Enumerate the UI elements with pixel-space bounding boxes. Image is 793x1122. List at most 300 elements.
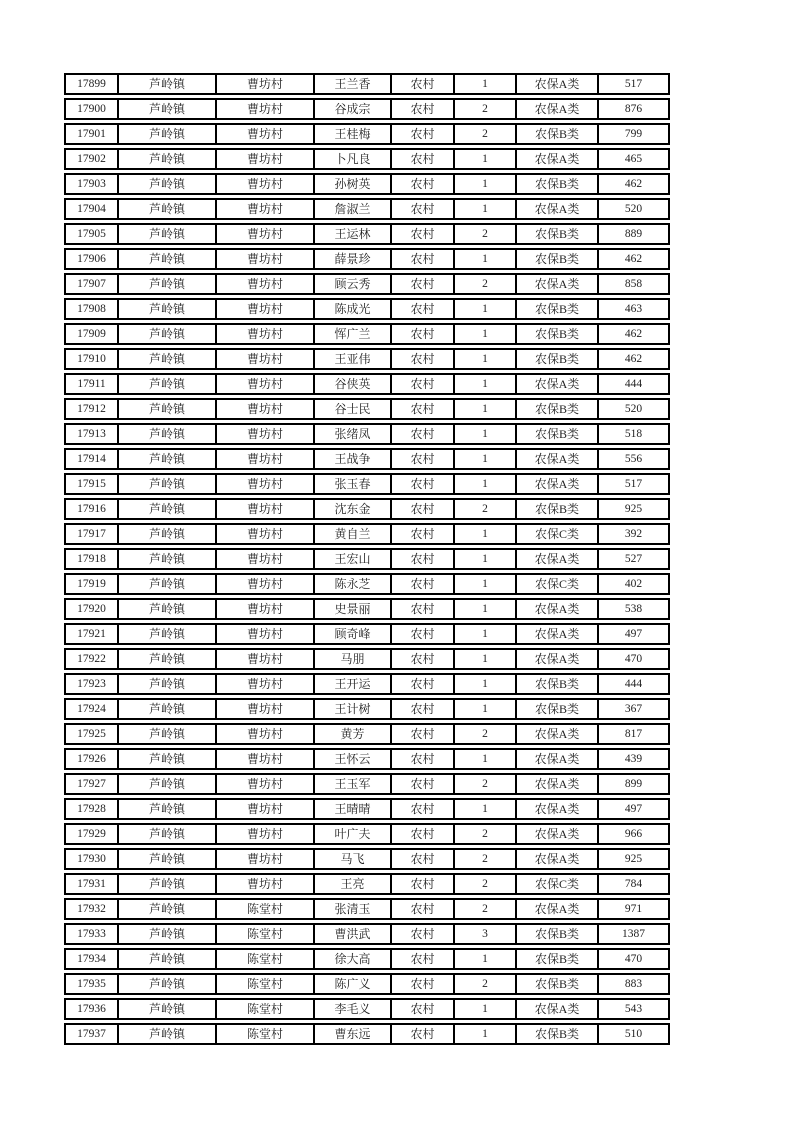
cell-residence-type: 农村 xyxy=(390,625,453,643)
table-row xyxy=(64,998,670,1020)
cell-record-id: 17930 xyxy=(77,853,106,865)
cell-person-name: 谷侠英 xyxy=(313,375,390,393)
cell-amount: 462 xyxy=(597,350,668,368)
cell-record-id: 17937 xyxy=(77,1028,106,1040)
cell-residence-type: 农村 xyxy=(390,900,453,918)
cell-person-count: 1 xyxy=(453,450,515,468)
cell-amount: 556 xyxy=(597,450,668,468)
cell-person-count: 1 xyxy=(453,150,515,168)
cell-record-id: 17914 xyxy=(77,453,106,465)
cell-person-count: 1 xyxy=(453,525,515,543)
cell-village: 曹坊村 xyxy=(215,500,313,518)
cell-village: 曹坊村 xyxy=(215,250,313,268)
cell-residence-type: 农村 xyxy=(390,525,453,543)
cell-village: 曹坊村 xyxy=(215,275,313,293)
cell-person-count: 2 xyxy=(453,500,515,518)
cell-record-id: 17927 xyxy=(77,778,106,790)
cell-village: 陈堂村 xyxy=(215,975,313,993)
table-row xyxy=(64,98,670,120)
cell-person-count: 2 xyxy=(453,875,515,893)
cell-insurance-category: 农保A类 xyxy=(515,450,597,468)
cell-town: 芦岭镇 xyxy=(117,250,215,268)
cell-amount: 858 xyxy=(597,275,668,293)
cell-residence-type: 农村 xyxy=(390,950,453,968)
cell-village: 曹坊村 xyxy=(215,825,313,843)
cell-residence-type: 农村 xyxy=(390,325,453,343)
cell-residence-type: 农村 xyxy=(390,700,453,718)
table-row xyxy=(64,673,670,695)
cell-person-name: 王怀云 xyxy=(313,750,390,768)
cell-residence-type: 农村 xyxy=(390,275,453,293)
cell-record-id: 17909 xyxy=(77,328,106,340)
cell-insurance-category: 农保B类 xyxy=(515,500,597,518)
cell-person-name: 马朋 xyxy=(313,650,390,668)
table-row xyxy=(64,973,670,995)
cell-village: 曹坊村 xyxy=(215,775,313,793)
table-row xyxy=(64,748,670,770)
cell-insurance-category: 农保A类 xyxy=(515,475,597,493)
cell-town: 芦岭镇 xyxy=(117,150,215,168)
cell-insurance-category: 农保C类 xyxy=(515,525,597,543)
cell-person-count: 1 xyxy=(453,700,515,718)
cell-residence-type: 农村 xyxy=(390,125,453,143)
cell-residence-type: 农村 xyxy=(390,200,453,218)
table-row xyxy=(64,798,670,820)
table-row xyxy=(64,598,670,620)
cell-amount: 883 xyxy=(597,975,668,993)
cell-person-count: 1 xyxy=(453,475,515,493)
cell-record-id: 17928 xyxy=(77,803,106,815)
table-row xyxy=(64,948,670,970)
cell-amount: 876 xyxy=(597,100,668,118)
cell-village: 陈堂村 xyxy=(215,1025,313,1043)
cell-person-count: 1 xyxy=(453,425,515,443)
cell-person-count: 2 xyxy=(453,775,515,793)
table-row xyxy=(64,298,670,320)
cell-record-id: 17931 xyxy=(77,878,106,890)
cell-amount: 784 xyxy=(597,875,668,893)
cell-record-id: 17902 xyxy=(77,153,106,165)
table-row xyxy=(64,773,670,795)
cell-insurance-category: 农保C类 xyxy=(515,875,597,893)
cell-town: 芦岭镇 xyxy=(117,750,215,768)
cell-person-name: 王亮 xyxy=(313,875,390,893)
cell-record-id: 17926 xyxy=(77,753,106,765)
cell-record-id: 17910 xyxy=(77,353,106,365)
cell-insurance-category: 农保A类 xyxy=(515,825,597,843)
cell-town: 芦岭镇 xyxy=(117,225,215,243)
cell-person-name: 史景丽 xyxy=(313,600,390,618)
cell-residence-type: 农村 xyxy=(390,725,453,743)
cell-record-id: 17918 xyxy=(77,553,106,565)
cell-residence-type: 农村 xyxy=(390,575,453,593)
cell-residence-type: 农村 xyxy=(390,550,453,568)
cell-insurance-category: 农保A类 xyxy=(515,275,597,293)
cell-record-id: 17916 xyxy=(77,503,106,515)
cell-person-count: 1 xyxy=(453,375,515,393)
cell-amount: 497 xyxy=(597,625,668,643)
cell-person-count: 2 xyxy=(453,975,515,993)
cell-residence-type: 农村 xyxy=(390,825,453,843)
cell-town: 芦岭镇 xyxy=(117,275,215,293)
cell-amount: 520 xyxy=(597,200,668,218)
cell-amount: 538 xyxy=(597,600,668,618)
cell-town: 芦岭镇 xyxy=(117,625,215,643)
cell-village: 曹坊村 xyxy=(215,400,313,418)
cell-village: 陈堂村 xyxy=(215,925,313,943)
cell-person-count: 2 xyxy=(453,125,515,143)
cell-record-id: 17932 xyxy=(77,903,106,915)
cell-person-name: 徐大高 xyxy=(313,950,390,968)
cell-person-name: 沈东金 xyxy=(313,500,390,518)
cell-town: 芦岭镇 xyxy=(117,700,215,718)
cell-record-id: 17936 xyxy=(77,1003,106,1015)
cell-person-count: 1 xyxy=(453,1000,515,1018)
table-row xyxy=(64,498,670,520)
cell-residence-type: 农村 xyxy=(390,850,453,868)
cell-village: 曹坊村 xyxy=(215,150,313,168)
cell-town: 芦岭镇 xyxy=(117,1025,215,1043)
cell-insurance-category: 农保B类 xyxy=(515,400,597,418)
cell-person-name: 曹东远 xyxy=(313,1025,390,1043)
cell-residence-type: 农村 xyxy=(390,1025,453,1043)
cell-town: 芦岭镇 xyxy=(117,75,215,93)
cell-town: 芦岭镇 xyxy=(117,125,215,143)
cell-town: 芦岭镇 xyxy=(117,825,215,843)
cell-person-count: 2 xyxy=(453,225,515,243)
cell-amount: 392 xyxy=(597,525,668,543)
cell-record-id: 17908 xyxy=(77,303,106,315)
cell-insurance-category: 农保B类 xyxy=(515,675,597,693)
table-row xyxy=(64,523,670,545)
cell-insurance-category: 农保B类 xyxy=(515,250,597,268)
cell-person-name: 谷士民 xyxy=(313,400,390,418)
cell-amount: 462 xyxy=(597,250,668,268)
cell-village: 曹坊村 xyxy=(215,375,313,393)
table-row xyxy=(64,648,670,670)
table-row xyxy=(64,423,670,445)
cell-record-id: 17913 xyxy=(77,428,106,440)
cell-village: 曹坊村 xyxy=(215,850,313,868)
table-row xyxy=(64,548,670,570)
cell-person-name: 王开运 xyxy=(313,675,390,693)
cell-town: 芦岭镇 xyxy=(117,500,215,518)
cell-insurance-category: 农保B类 xyxy=(515,125,597,143)
cell-village: 曹坊村 xyxy=(215,425,313,443)
cell-amount: 527 xyxy=(597,550,668,568)
cell-record-id: 17911 xyxy=(77,378,106,390)
cell-residence-type: 农村 xyxy=(390,650,453,668)
cell-town: 芦岭镇 xyxy=(117,925,215,943)
table-row xyxy=(64,698,670,720)
cell-record-id: 17924 xyxy=(77,703,106,715)
cell-amount: 439 xyxy=(597,750,668,768)
cell-insurance-category: 农保A类 xyxy=(515,150,597,168)
cell-insurance-category: 农保A类 xyxy=(515,75,597,93)
cell-record-id: 17904 xyxy=(77,203,106,215)
cell-amount: 367 xyxy=(597,700,668,718)
table-row xyxy=(64,898,670,920)
table-row xyxy=(64,473,670,495)
table-row xyxy=(64,923,670,945)
cell-record-id: 17933 xyxy=(77,928,106,940)
cell-insurance-category: 农保A类 xyxy=(515,800,597,818)
cell-insurance-category: 农保A类 xyxy=(515,200,597,218)
cell-person-name: 薛景珍 xyxy=(313,250,390,268)
cell-person-name: 张绪凤 xyxy=(313,425,390,443)
cell-insurance-category: 农保B类 xyxy=(515,950,597,968)
table-row xyxy=(64,348,670,370)
cell-amount: 497 xyxy=(597,800,668,818)
cell-amount: 402 xyxy=(597,575,668,593)
cell-insurance-category: 农保B类 xyxy=(515,700,597,718)
cell-insurance-category: 农保B类 xyxy=(515,350,597,368)
cell-town: 芦岭镇 xyxy=(117,675,215,693)
cell-village: 曹坊村 xyxy=(215,300,313,318)
cell-residence-type: 农村 xyxy=(390,925,453,943)
cell-person-count: 1 xyxy=(453,200,515,218)
cell-insurance-category: 农保B类 xyxy=(515,225,597,243)
cell-record-id: 17900 xyxy=(77,103,106,115)
table-row xyxy=(64,573,670,595)
cell-insurance-category: 农保B类 xyxy=(515,975,597,993)
cell-town: 芦岭镇 xyxy=(117,725,215,743)
cell-town: 芦岭镇 xyxy=(117,475,215,493)
cell-person-count: 1 xyxy=(453,400,515,418)
cell-amount: 817 xyxy=(597,725,668,743)
cell-village: 曹坊村 xyxy=(215,100,313,118)
cell-amount: 899 xyxy=(597,775,668,793)
cell-person-name: 陈永芝 xyxy=(313,575,390,593)
table-row xyxy=(64,173,670,195)
cell-village: 曹坊村 xyxy=(215,125,313,143)
table-row xyxy=(64,448,670,470)
cell-insurance-category: 农保A类 xyxy=(515,725,597,743)
cell-residence-type: 农村 xyxy=(390,750,453,768)
cell-town: 芦岭镇 xyxy=(117,450,215,468)
cell-record-id: 17923 xyxy=(77,678,106,690)
cell-record-id: 17915 xyxy=(77,478,106,490)
cell-person-count: 2 xyxy=(453,100,515,118)
cell-village: 陈堂村 xyxy=(215,900,313,918)
cell-person-count: 1 xyxy=(453,625,515,643)
cell-village: 曹坊村 xyxy=(215,200,313,218)
cell-person-count: 1 xyxy=(453,675,515,693)
cell-residence-type: 农村 xyxy=(390,150,453,168)
cell-residence-type: 农村 xyxy=(390,350,453,368)
records-table xyxy=(64,73,670,1048)
cell-insurance-category: 农保A类 xyxy=(515,900,597,918)
cell-person-count: 1 xyxy=(453,350,515,368)
table-row xyxy=(64,223,670,245)
cell-town: 芦岭镇 xyxy=(117,800,215,818)
table-row xyxy=(64,723,670,745)
cell-record-id: 17903 xyxy=(77,178,106,190)
cell-person-count: 2 xyxy=(453,850,515,868)
cell-amount: 1387 xyxy=(597,925,668,943)
cell-amount: 465 xyxy=(597,150,668,168)
cell-person-count: 1 xyxy=(453,300,515,318)
table-row xyxy=(64,323,670,345)
cell-town: 芦岭镇 xyxy=(117,425,215,443)
cell-record-id: 17906 xyxy=(77,253,106,265)
cell-record-id: 17907 xyxy=(77,278,106,290)
cell-village: 曹坊村 xyxy=(215,575,313,593)
cell-town: 芦岭镇 xyxy=(117,850,215,868)
cell-person-name: 孙树英 xyxy=(313,175,390,193)
cell-residence-type: 农村 xyxy=(390,600,453,618)
cell-residence-type: 农村 xyxy=(390,300,453,318)
cell-residence-type: 农村 xyxy=(390,450,453,468)
cell-residence-type: 农村 xyxy=(390,375,453,393)
cell-village: 陈堂村 xyxy=(215,950,313,968)
cell-insurance-category: 农保A类 xyxy=(515,750,597,768)
cell-person-name: 叶广夫 xyxy=(313,825,390,843)
cell-record-id: 17921 xyxy=(77,628,106,640)
cell-residence-type: 农村 xyxy=(390,425,453,443)
cell-amount: 520 xyxy=(597,400,668,418)
cell-insurance-category: 农保A类 xyxy=(515,1000,597,1018)
cell-amount: 444 xyxy=(597,375,668,393)
cell-person-count: 1 xyxy=(453,600,515,618)
cell-insurance-category: 农保A类 xyxy=(515,600,597,618)
cell-person-name: 王玉军 xyxy=(313,775,390,793)
cell-person-count: 1 xyxy=(453,950,515,968)
cell-insurance-category: 农保A类 xyxy=(515,100,597,118)
cell-insurance-category: 农保C类 xyxy=(515,575,597,593)
cell-person-name: 李毛义 xyxy=(313,1000,390,1018)
cell-person-count: 3 xyxy=(453,925,515,943)
cell-person-name: 曹洪武 xyxy=(313,925,390,943)
cell-residence-type: 农村 xyxy=(390,675,453,693)
cell-village: 曹坊村 xyxy=(215,625,313,643)
cell-village: 曹坊村 xyxy=(215,750,313,768)
cell-insurance-category: 农保B类 xyxy=(515,1025,597,1043)
cell-amount: 543 xyxy=(597,1000,668,1018)
cell-person-name: 张清玉 xyxy=(313,900,390,918)
cell-village: 曹坊村 xyxy=(215,225,313,243)
cell-residence-type: 农村 xyxy=(390,400,453,418)
cell-insurance-category: 农保A类 xyxy=(515,850,597,868)
cell-amount: 518 xyxy=(597,425,668,443)
table-row xyxy=(64,398,670,420)
cell-amount: 463 xyxy=(597,300,668,318)
cell-village: 曹坊村 xyxy=(215,600,313,618)
cell-person-count: 2 xyxy=(453,900,515,918)
cell-amount: 925 xyxy=(597,500,668,518)
cell-town: 芦岭镇 xyxy=(117,375,215,393)
cell-amount: 517 xyxy=(597,475,668,493)
cell-town: 芦岭镇 xyxy=(117,175,215,193)
table-row xyxy=(64,148,670,170)
cell-residence-type: 农村 xyxy=(390,1000,453,1018)
cell-town: 芦岭镇 xyxy=(117,600,215,618)
cell-residence-type: 农村 xyxy=(390,250,453,268)
cell-person-name: 王桂梅 xyxy=(313,125,390,143)
cell-person-name: 顾云秀 xyxy=(313,275,390,293)
cell-insurance-category: 农保A类 xyxy=(515,650,597,668)
cell-record-id: 17905 xyxy=(77,228,106,240)
table-row xyxy=(64,823,670,845)
table-row xyxy=(64,373,670,395)
cell-amount: 510 xyxy=(597,1025,668,1043)
cell-village: 曹坊村 xyxy=(215,475,313,493)
cell-insurance-category: 农保B类 xyxy=(515,300,597,318)
cell-record-id: 17920 xyxy=(77,603,106,615)
cell-village: 陈堂村 xyxy=(215,1000,313,1018)
cell-amount: 470 xyxy=(597,650,668,668)
cell-person-count: 1 xyxy=(453,550,515,568)
cell-record-id: 17934 xyxy=(77,953,106,965)
cell-person-name: 陈广义 xyxy=(313,975,390,993)
cell-person-count: 1 xyxy=(453,175,515,193)
cell-insurance-category: 农保B类 xyxy=(515,325,597,343)
cell-amount: 517 xyxy=(597,75,668,93)
cell-village: 曹坊村 xyxy=(215,800,313,818)
cell-person-count: 2 xyxy=(453,725,515,743)
cell-amount: 966 xyxy=(597,825,668,843)
cell-amount: 470 xyxy=(597,950,668,968)
cell-record-id: 17929 xyxy=(77,828,106,840)
cell-person-name: 陈成光 xyxy=(313,300,390,318)
cell-town: 芦岭镇 xyxy=(117,775,215,793)
cell-person-name: 王兰香 xyxy=(313,75,390,93)
cell-residence-type: 农村 xyxy=(390,800,453,818)
cell-town: 芦岭镇 xyxy=(117,350,215,368)
cell-person-name: 张玉春 xyxy=(313,475,390,493)
cell-record-id: 17919 xyxy=(77,578,106,590)
cell-town: 芦岭镇 xyxy=(117,525,215,543)
table-row xyxy=(64,73,670,95)
cell-residence-type: 农村 xyxy=(390,75,453,93)
cell-insurance-category: 农保A类 xyxy=(515,375,597,393)
cell-insurance-category: 农保B类 xyxy=(515,925,597,943)
cell-person-count: 1 xyxy=(453,750,515,768)
cell-amount: 444 xyxy=(597,675,668,693)
cell-amount: 462 xyxy=(597,175,668,193)
cell-town: 芦岭镇 xyxy=(117,650,215,668)
cell-town: 芦岭镇 xyxy=(117,1000,215,1018)
cell-residence-type: 农村 xyxy=(390,100,453,118)
cell-person-name: 顾奇峰 xyxy=(313,625,390,643)
cell-village: 曹坊村 xyxy=(215,525,313,543)
cell-town: 芦岭镇 xyxy=(117,325,215,343)
cell-record-id: 17899 xyxy=(77,78,106,90)
cell-person-count: 2 xyxy=(453,275,515,293)
cell-town: 芦岭镇 xyxy=(117,575,215,593)
cell-person-count: 1 xyxy=(453,325,515,343)
table-row xyxy=(64,848,670,870)
cell-person-name: 王战争 xyxy=(313,450,390,468)
cell-village: 曹坊村 xyxy=(215,550,313,568)
table-row xyxy=(64,123,670,145)
table-row xyxy=(64,273,670,295)
cell-village: 曹坊村 xyxy=(215,350,313,368)
cell-residence-type: 农村 xyxy=(390,175,453,193)
cell-person-count: 1 xyxy=(453,650,515,668)
cell-town: 芦岭镇 xyxy=(117,100,215,118)
table-row xyxy=(64,623,670,645)
cell-person-name: 王宏山 xyxy=(313,550,390,568)
cell-person-name: 王运林 xyxy=(313,225,390,243)
cell-residence-type: 农村 xyxy=(390,500,453,518)
table-row xyxy=(64,198,670,220)
cell-person-name: 詹淑兰 xyxy=(313,200,390,218)
cell-town: 芦岭镇 xyxy=(117,975,215,993)
cell-town: 芦岭镇 xyxy=(117,875,215,893)
cell-town: 芦岭镇 xyxy=(117,950,215,968)
cell-residence-type: 农村 xyxy=(390,775,453,793)
